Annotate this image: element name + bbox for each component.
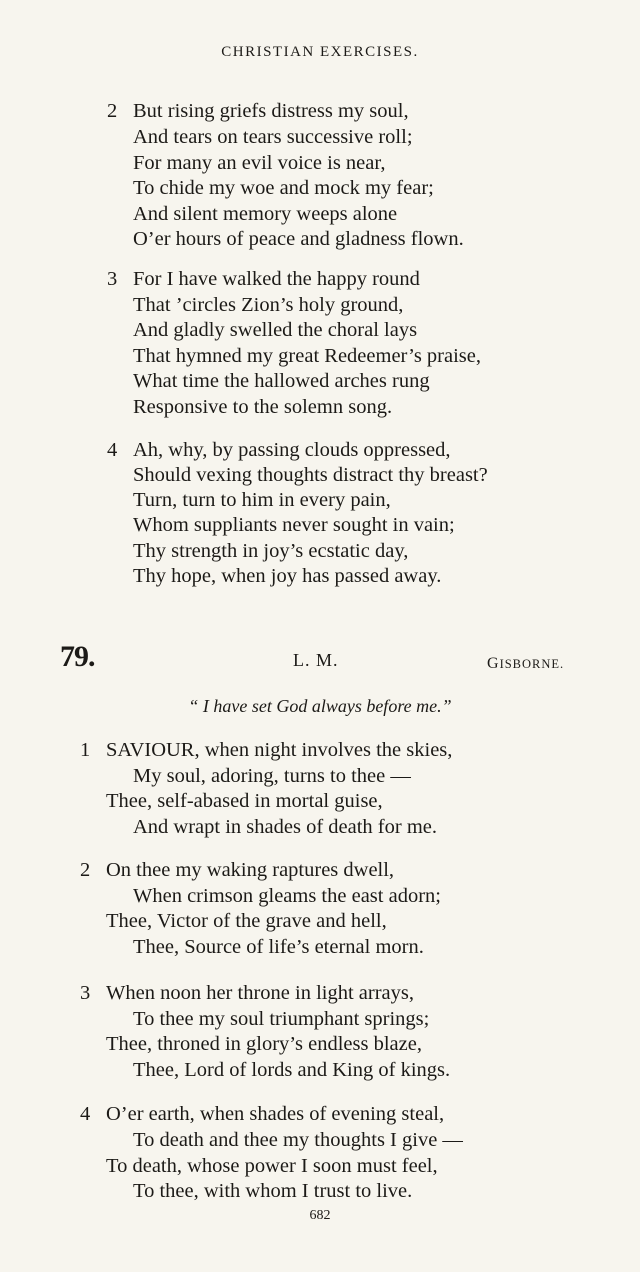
hymn-meter: L. M. [293, 650, 339, 670]
verse-line: Thy hope, when joy has passed away. [133, 565, 442, 587]
verse-line: Thy strength in joy’s ecstatic day, [133, 540, 409, 562]
author-rest: ISBORNE. [499, 657, 565, 671]
verse-line: O’er earth, when shades of evening steal, [106, 1103, 445, 1125]
verse-line: That hymned my great Redeemer’s praise, [133, 345, 481, 367]
verse-line: Responsive to the solemn song. [133, 396, 393, 418]
stanza-number: 2 [80, 859, 91, 881]
hymn-epigraph: “ I have set God always before me.” [188, 696, 452, 716]
verse-line: Ah, why, by passing clouds oppressed, [133, 439, 451, 461]
stanza-number: 4 [107, 439, 118, 461]
hymn-author [487, 655, 564, 673]
stanza-number: 3 [107, 268, 118, 290]
verse-line: That ’circles Zion’s holy ground, [133, 294, 404, 316]
verse-line: For I have walked the happy round [133, 268, 420, 290]
verse-line: What time the hallowed arches rung [133, 370, 430, 392]
stanza-number: 4 [80, 1103, 91, 1125]
verse-line: Turn, turn to him in every pain, [133, 489, 391, 511]
verse-line: Thee, Victor of the grave and hell, [106, 910, 387, 932]
verse-line: To death and thee my thoughts I give — [133, 1129, 463, 1151]
verse-line: Thee, throned in glory’s endless blaze, [106, 1033, 422, 1055]
hymn-number: 79. [60, 640, 95, 673]
stanza-number: 1 [80, 739, 91, 761]
stanza-number: 3 [80, 982, 91, 1004]
verse-line: To chide my woe and mock my fear; [133, 177, 434, 199]
verse-line: Whom suppliants never sought in vain; [133, 514, 455, 536]
verse-line: On thee my waking raptures dwell, [106, 859, 395, 881]
verse-line: O’er hours of peace and gladness flown. [133, 228, 464, 250]
verse-line: My soul, adoring, turns to thee — [133, 765, 411, 787]
author-initial: G [487, 655, 500, 672]
verse-line: To death, whose power I soon must feel, [106, 1155, 438, 1177]
verse-line: To thee my soul triumphant springs; [133, 1008, 430, 1030]
verse-line: Should vexing thoughts distract thy breast? [133, 464, 488, 486]
verse-line: Thee, self-abased in mortal guise, [106, 790, 383, 812]
verse-line: Thee, Source of life’s eternal morn. [133, 936, 424, 958]
verse-line: But rising griefs distress my soul, [133, 100, 409, 122]
verse-line: When noon her throne in light arrays, [106, 982, 414, 1004]
verse-line: SAVIOUR, when night involves the skies, [106, 739, 453, 761]
verse-line: To thee, with whom I trust to live. [133, 1180, 413, 1202]
verse-line: And silent memory weeps alone [133, 203, 398, 225]
verse-line: And wrapt in shades of death for me. [133, 816, 437, 838]
verse-line: And tears on tears successive roll; [133, 126, 413, 148]
page-number: 682 [309, 1208, 331, 1223]
running-head: CHRISTIAN EXERCISES. [221, 44, 419, 60]
verse-line: And gladly swelled the choral lays [133, 319, 418, 341]
stanza-number: 2 [107, 100, 118, 122]
verse-line: For many an evil voice is near, [133, 152, 386, 174]
verse-line: Thee, Lord of lords and King of kings. [133, 1059, 451, 1081]
verse-line: When crimson gleams the east adorn; [133, 885, 441, 907]
